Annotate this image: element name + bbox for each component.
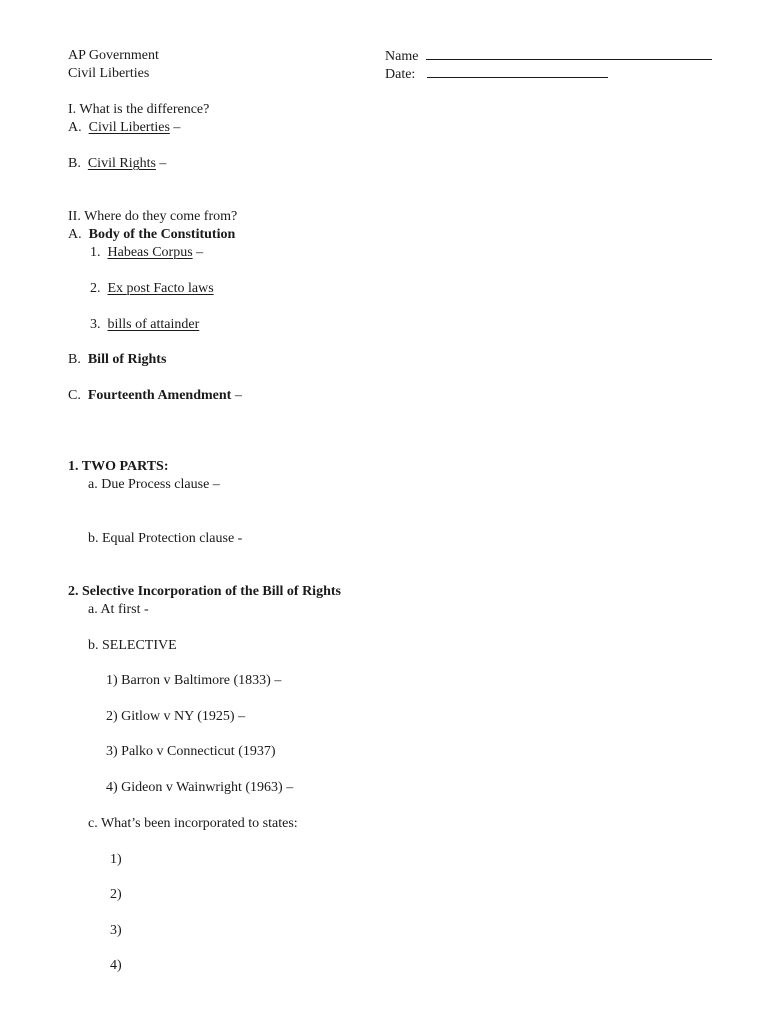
section-2-heading: II. Where do they come from?	[68, 209, 238, 224]
name-field[interactable]	[385, 47, 712, 66]
case-palko: 3) Palko v Connecticut (1937)	[106, 744, 276, 759]
selective-item: b. SELECTIVE	[88, 638, 177, 653]
blank-item-4: 4)	[110, 958, 122, 973]
date-line	[427, 65, 608, 78]
section-2-item-b: B. Bill of Rights	[68, 352, 167, 367]
list-item-attainder: 3. bills of attainder	[90, 317, 200, 332]
section-2-item-c: C. Fourteenth Amendment –	[68, 388, 242, 403]
term-civil-liberties: Civil Liberties	[88, 120, 170, 135]
list-item-ex-post-facto: 2. Ex post Facto laws	[90, 281, 214, 296]
section-2-item-a: A. Body of the Constitution	[68, 227, 236, 242]
blank-item-2: 2)	[110, 887, 122, 902]
list-item-habeas: 1. Habeas Corpus –	[90, 245, 204, 260]
date-field[interactable]	[385, 65, 608, 84]
section-1-item-a: A. Civil Liberties –	[68, 120, 181, 135]
blank-item-1: 1)	[110, 852, 122, 867]
term-civil-rights: Civil Rights	[87, 156, 156, 171]
at-first-item: a. At first -	[88, 602, 149, 617]
date-label: Date:	[385, 67, 416, 82]
blank-item-3: 3)	[110, 923, 122, 938]
course-title: AP Government	[68, 48, 159, 63]
due-process-item: a. Due Process clause –	[88, 477, 220, 492]
body-of-constitution: Body of the Constitution	[88, 227, 236, 242]
section-1-item-b: B. Civil Rights –	[68, 156, 167, 171]
case-barron: 1) Barron v Baltimore (1833) –	[106, 673, 282, 688]
selective-heading: 2. Selective Incorporation of the Bill of Rights	[68, 584, 341, 599]
name-line	[426, 47, 712, 60]
incorporated-item: c. What’s been incorporated to states:	[88, 816, 298, 831]
topic-title: Civil Liberties	[68, 66, 150, 81]
equal-protection-item: b. Equal Protection clause -	[88, 531, 243, 546]
name-label: Name	[385, 49, 419, 64]
section-1-heading: I. What is the difference?	[68, 102, 210, 117]
case-gitlow: 2) Gitlow v NY (1925) –	[106, 709, 246, 724]
two-parts-heading: 1. TWO PARTS:	[68, 459, 169, 474]
case-gideon: 4) Gideon v Wainwright (1963) –	[106, 780, 294, 795]
